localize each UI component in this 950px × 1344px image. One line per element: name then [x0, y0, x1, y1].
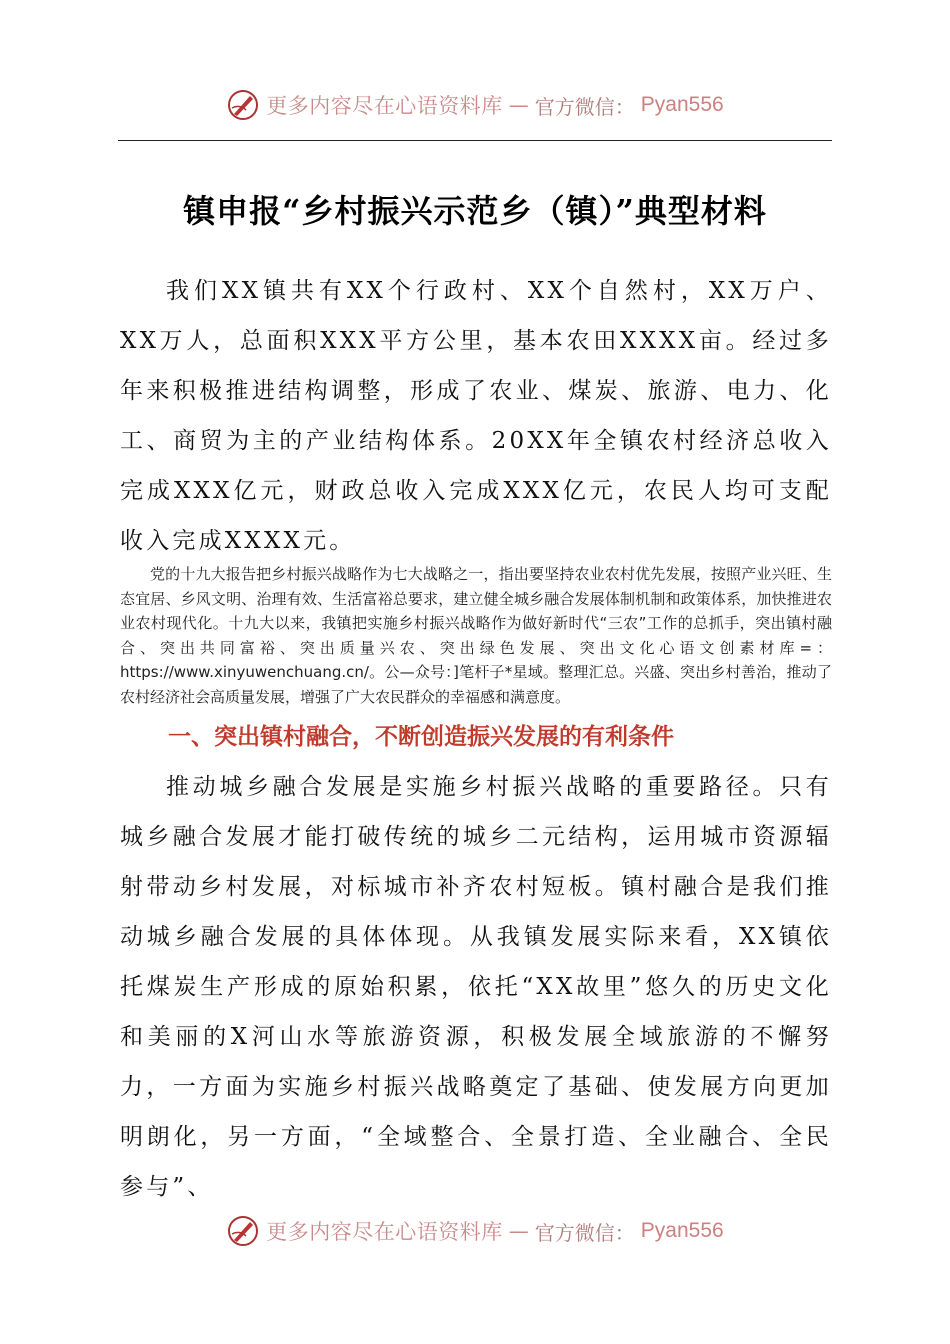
banner-wechat-id: Pyan556 [640, 1219, 724, 1242]
banner-text: 更多内容尽在心语资料库 [266, 94, 503, 118]
banner-separator: — [508, 1219, 529, 1243]
header-divider [118, 140, 832, 141]
banner-label: 官方微信： [534, 94, 635, 119]
paragraph-section-1: 推动城乡融合发展是实施乡村振兴战略的重要路径。只有城乡融合发展才能打破传统的城乡二元结构，运用城市资源辐射带动乡村发展，对标城市补齐农村短板。镇村融合是我们推动城乡融合发展的具体体现。从我镇发展实际来看，XX镇依托煤炭生产形成的原始积累，依托“XX故里”悠久的历史文化和美丽的X河山水等旅游资源，积极发展全域旅游的不懈努力，一方面为实施乡村振兴战略奠定了基础、使发展方向更加明朗化，另一方面，“全域整合、全景打造、全业融合、全民参与”、 [120, 774, 832, 1200]
quill-pen-logo-icon [226, 1214, 260, 1248]
paragraph-overview: 党的十九大报告把乡村振兴战略作为七大战略之一，指出要坚持农业农村优先发展，按照产业兴旺、生态宜居、乡风文明、治理有效、生活富裕总要求，建立健全城乡融合发展体制机制和政策体系，加快推进农业农村现代化。十九大以来，我镇把实施乡村振兴战略作为做好新时代“三农”工作的总抓手，突出镇村融合、突出共同富裕、突出质量兴农、突出绿色发展、突出文化心语文创素材库=：https://www.xinyuwenchuang.cn/。公—众号：]笔杆子*星域。整理汇总。兴盛、突出乡村善治，推动了农村经济社会高质量发展，增强了广大农民群众的幸福感和满意度。 [120, 565, 832, 706]
paragraph-intro: 我们XX镇共有XX个行政村、XX个自然村，XX万户、XX万人，总面积XXX平方公里，基本农田XXXX亩。经过多年来积极推进结构调整，形成了农业、煤炭、旅游、电力、化工、商贸为主的产业结构体系。20XX年全镇农村经济总收入完成XXX亿元，财政总收入完成XXX亿元，农民人均可支配收入完成XXXX元。 [120, 278, 832, 554]
document-title: 镇申报“乡村振兴示范乡（镇）”典型材料 [183, 192, 767, 230]
banner-text: 更多内容尽在心语资料库 [266, 1220, 503, 1244]
footer-banner [0, 1206, 950, 1256]
quill-pen-logo-icon [226, 88, 260, 122]
banner-wechat-id: Pyan556 [640, 93, 724, 116]
banner-label: 官方微信： [534, 1220, 635, 1245]
banner-separator: — [508, 93, 529, 117]
header-banner [0, 80, 950, 130]
section-heading-1: 一、突出镇村融合，不断创造振兴发展的有利条件 [168, 724, 674, 750]
